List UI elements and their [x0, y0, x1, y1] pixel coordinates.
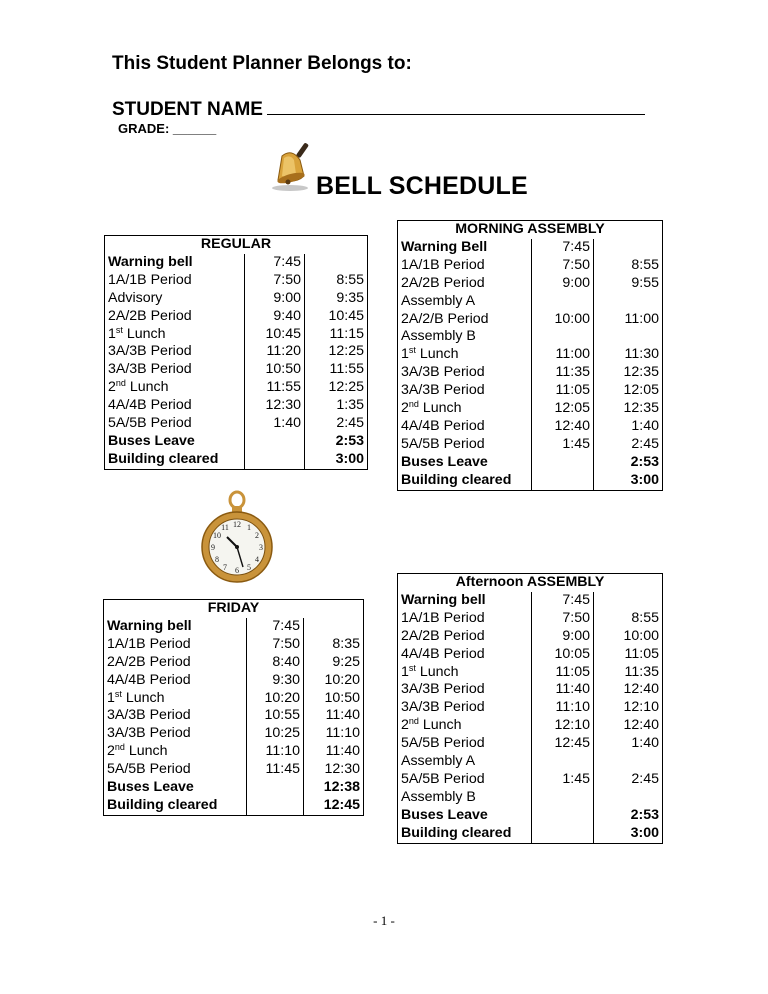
period-label: Assembly A — [401, 753, 476, 770]
schedule-row — [104, 672, 364, 690]
schedule-row — [398, 735, 663, 753]
schedule-row — [398, 436, 663, 454]
period-label: 1st Lunch — [108, 324, 166, 342]
svg-text:3: 3 — [259, 543, 263, 552]
period-label: 4A/4B Period — [108, 397, 192, 414]
start-time — [245, 433, 305, 451]
period-label: 2A/2B Period — [401, 274, 485, 291]
end-time: 1:40 — [594, 735, 663, 753]
period-label: 1st Lunch — [107, 688, 165, 706]
end-time: 12:10 — [594, 699, 663, 717]
period-label: Assembly B — [401, 328, 476, 345]
period-label: Building cleared — [108, 450, 219, 467]
student-name-blank[interactable] — [267, 98, 645, 115]
end-time — [594, 789, 663, 807]
page-number: - 1 - — [373, 913, 395, 928]
start-time: 11:35 — [532, 364, 594, 382]
end-time: 11:30 — [594, 346, 663, 364]
period-label: 2nd Lunch — [401, 716, 462, 734]
start-time — [532, 293, 594, 311]
schedule-row — [104, 707, 364, 725]
period-label: 3A/3B Period — [107, 707, 191, 724]
period-label: 2nd Lunch — [108, 378, 169, 396]
schedule-row — [398, 454, 663, 472]
student-name-label: STUDENT NAME — [112, 99, 263, 120]
period-label: 2A/2/B Period — [401, 310, 489, 327]
period-label: 3A/3B Period — [107, 725, 191, 742]
schedule-row — [398, 825, 663, 843]
start-time — [532, 807, 594, 825]
end-time: 12:45 — [304, 797, 364, 815]
schedule-row — [398, 418, 663, 436]
period-label: 4A/4B Period — [107, 671, 191, 688]
schedule-row — [398, 257, 663, 275]
schedule-row — [105, 272, 368, 290]
start-time: 11:55 — [245, 379, 305, 397]
period-label: 3A/3B Period — [401, 364, 485, 381]
schedule-row — [105, 254, 368, 272]
end-time: 11:15 — [305, 326, 368, 344]
period-label: 2A/2B Period — [108, 307, 192, 324]
end-time: 11:10 — [304, 725, 364, 743]
schedule-row — [398, 681, 663, 699]
period-label: Advisory — [108, 289, 163, 306]
friday-schedule-table — [103, 599, 364, 816]
schedule-row — [104, 725, 364, 743]
end-time: 2:53 — [305, 433, 368, 451]
end-time: 2:45 — [594, 771, 663, 789]
schedule-title: FRIDAY — [207, 600, 260, 616]
schedule-row — [105, 415, 368, 433]
svg-text:8: 8 — [215, 555, 219, 564]
end-time: 12:35 — [594, 364, 663, 382]
end-time: 12:38 — [304, 779, 364, 797]
schedule-row — [398, 275, 663, 293]
start-time: 10:00 — [532, 311, 594, 329]
period-label: 5A/5B Period — [401, 735, 485, 752]
schedule-title: REGULAR — [200, 236, 272, 252]
schedule-row — [105, 308, 368, 326]
end-time: 12:30 — [304, 761, 364, 779]
period-label: Building cleared — [401, 471, 512, 488]
period-label: 4A/4B Period — [401, 645, 485, 662]
period-label: Buses Leave — [107, 779, 194, 796]
end-time: 12:40 — [594, 681, 663, 699]
afternoon-assembly-schedule-table — [397, 573, 663, 844]
period-label: 1st Lunch — [401, 662, 459, 680]
schedule-row — [105, 326, 368, 344]
schedule-row — [398, 364, 663, 382]
end-time: 2:45 — [305, 415, 368, 433]
end-time: 12:05 — [594, 382, 663, 400]
start-time: 10:05 — [532, 646, 594, 664]
svg-text:9: 9 — [211, 543, 215, 552]
schedule-row — [398, 646, 663, 664]
start-time: 1:40 — [245, 415, 305, 433]
period-label: 3A/3B Period — [401, 699, 485, 716]
start-time: 12:40 — [532, 418, 594, 436]
end-time — [594, 239, 663, 257]
end-time — [594, 328, 663, 346]
period-label: Warning Bell — [401, 238, 488, 255]
start-time: 11:00 — [532, 346, 594, 364]
schedule-row — [104, 743, 364, 761]
end-time: 1:35 — [305, 397, 368, 415]
schedule-row — [398, 346, 663, 364]
schedule-row — [398, 400, 663, 418]
period-label: Buses Leave — [401, 806, 488, 823]
schedule-row — [105, 397, 368, 415]
end-time: 3:00 — [305, 451, 368, 469]
period-label: 5A/5B Period — [401, 435, 485, 452]
planner-owner-heading: This Student Planner Belongs to: — [112, 53, 412, 74]
start-time: 11:05 — [532, 382, 594, 400]
period-label: Warning bell — [401, 591, 486, 608]
start-time: 12:05 — [532, 400, 594, 418]
start-time: 12:45 — [532, 735, 594, 753]
end-time: 12:35 — [594, 400, 663, 418]
schedule-row — [398, 592, 663, 610]
period-label: 1A/1B Period — [401, 256, 485, 273]
hand-bell-icon — [262, 138, 316, 192]
start-time: 10:50 — [245, 361, 305, 379]
schedule-row — [105, 343, 368, 361]
start-time: 10:45 — [245, 326, 305, 344]
start-time — [247, 797, 304, 815]
schedule-row — [398, 628, 663, 646]
schedule-row — [104, 654, 364, 672]
start-time: 12:30 — [245, 397, 305, 415]
period-label: Building cleared — [107, 796, 218, 813]
period-label: 5A/5B Period — [107, 761, 191, 778]
schedule-row — [104, 797, 364, 815]
schedule-row — [104, 636, 364, 654]
end-time: 9:35 — [305, 290, 368, 308]
start-time — [532, 454, 594, 472]
period-label: 5A/5B Period — [108, 415, 192, 432]
svg-text:7: 7 — [223, 563, 227, 572]
end-time: 11:40 — [304, 707, 364, 725]
period-label: Warning bell — [108, 253, 193, 270]
schedule-row — [105, 379, 368, 397]
schedule-row — [398, 311, 663, 329]
svg-text:2: 2 — [255, 531, 259, 540]
start-time: 11:20 — [245, 343, 305, 361]
pocket-watch-icon — [199, 486, 275, 584]
end-time — [304, 618, 364, 636]
period-label: Buses Leave — [108, 432, 195, 449]
period-label: 1A/1B Period — [107, 635, 191, 652]
regular-schedule-table — [104, 235, 368, 470]
svg-text:11: 11 — [221, 523, 229, 532]
schedule-row — [104, 761, 364, 779]
schedule-row — [105, 451, 368, 469]
end-time: 10:50 — [304, 690, 364, 708]
start-time: 7:45 — [247, 618, 304, 636]
schedule-row — [398, 807, 663, 825]
schedule-row — [398, 293, 663, 311]
end-time: 10:45 — [305, 308, 368, 326]
end-time: 11:40 — [304, 743, 364, 761]
period-label: Buses Leave — [401, 453, 488, 470]
start-time — [532, 825, 594, 843]
start-time: 10:20 — [247, 690, 304, 708]
period-label: Building cleared — [401, 824, 512, 841]
end-time: 11:55 — [305, 361, 368, 379]
schedule-title: Afternoon ASSEMBLY — [455, 574, 605, 590]
start-time: 9:30 — [247, 672, 304, 690]
start-time: 11:45 — [247, 761, 304, 779]
end-time: 8:55 — [594, 610, 663, 628]
svg-text:5: 5 — [247, 563, 251, 572]
start-time: 9:00 — [532, 275, 594, 293]
end-time: 11:05 — [594, 646, 663, 664]
end-time: 12:25 — [305, 343, 368, 361]
start-time: 10:55 — [247, 707, 304, 725]
schedule-row — [104, 779, 364, 797]
start-time — [532, 328, 594, 346]
start-time: 7:50 — [532, 610, 594, 628]
period-label: Assembly A — [401, 292, 476, 309]
schedule-title: MORNING ASSEMBLY — [455, 221, 605, 237]
period-label: 2A/2B Period — [107, 653, 191, 670]
start-time — [532, 472, 594, 490]
start-time: 9:00 — [245, 290, 305, 308]
start-time: 11:10 — [247, 743, 304, 761]
schedule-row — [398, 699, 663, 717]
schedule-row — [398, 717, 663, 735]
start-time: 1:45 — [532, 436, 594, 454]
end-time: 9:25 — [304, 654, 364, 672]
start-time: 7:45 — [245, 254, 305, 272]
end-time — [594, 753, 663, 771]
period-label: 3A/3B Period — [108, 343, 192, 360]
start-time: 7:50 — [245, 272, 305, 290]
period-label: Assembly B — [401, 788, 476, 805]
schedule-row — [105, 290, 368, 308]
period-label: 1st Lunch — [401, 345, 459, 363]
schedule-row — [398, 753, 663, 771]
start-time — [247, 779, 304, 797]
end-time — [305, 254, 368, 272]
start-time: 11:10 — [532, 699, 594, 717]
svg-text:12: 12 — [233, 520, 241, 529]
start-time: 9:40 — [245, 308, 305, 326]
period-label: 1A/1B Period — [401, 609, 485, 626]
period-label: Warning bell — [107, 617, 192, 634]
start-time: 9:00 — [532, 628, 594, 646]
schedule-row — [105, 433, 368, 451]
end-time: 10:20 — [304, 672, 364, 690]
end-time: 11:00 — [594, 311, 663, 329]
start-time: 11:40 — [532, 681, 594, 699]
period-label: 2nd Lunch — [107, 742, 168, 760]
start-time: 1:45 — [532, 771, 594, 789]
schedule-row — [398, 382, 663, 400]
svg-text:4: 4 — [255, 555, 259, 564]
schedule-row — [398, 472, 663, 490]
grade-field[interactable]: GRADE: ______ — [118, 121, 217, 136]
period-label: 3A/3B Period — [108, 361, 192, 378]
svg-text:10: 10 — [213, 531, 221, 540]
svg-text:6: 6 — [235, 566, 239, 575]
schedule-row — [398, 789, 663, 807]
period-label: 5A/5B Period — [401, 770, 485, 787]
schedule-row — [398, 239, 663, 257]
end-time: 9:55 — [594, 275, 663, 293]
end-time: 12:40 — [594, 717, 663, 735]
start-time: 7:45 — [532, 239, 594, 257]
end-time: 12:25 — [305, 379, 368, 397]
start-time: 11:05 — [532, 664, 594, 682]
start-time — [532, 789, 594, 807]
period-label: 2A/2B Period — [401, 627, 485, 644]
start-time: 7:50 — [247, 636, 304, 654]
end-time — [594, 293, 663, 311]
schedule-row — [105, 361, 368, 379]
page-title: BELL SCHEDULE — [316, 172, 528, 200]
end-time: 2:45 — [594, 436, 663, 454]
period-label: 3A/3B Period — [401, 382, 485, 399]
morning-assembly-schedule-table — [397, 220, 663, 491]
end-time: 8:55 — [594, 257, 663, 275]
end-time: 3:00 — [594, 472, 663, 490]
end-time: 2:53 — [594, 454, 663, 472]
end-time: 8:35 — [304, 636, 364, 654]
end-time: 11:35 — [594, 664, 663, 682]
svg-text:1: 1 — [247, 523, 251, 532]
end-time: 8:55 — [305, 272, 368, 290]
schedule-row — [398, 771, 663, 789]
schedule-row — [104, 618, 364, 636]
period-label: 3A/3B Period — [401, 681, 485, 698]
start-time: 12:10 — [532, 717, 594, 735]
schedule-row — [398, 328, 663, 346]
end-time: 3:00 — [594, 825, 663, 843]
end-time: 2:53 — [594, 807, 663, 825]
schedule-row — [398, 610, 663, 628]
student-name-row — [112, 98, 645, 121]
start-time: 8:40 — [247, 654, 304, 672]
start-time: 7:50 — [532, 257, 594, 275]
start-time — [532, 753, 594, 771]
start-time — [245, 451, 305, 469]
schedule-row — [398, 664, 663, 682]
start-time: 10:25 — [247, 725, 304, 743]
period-label: 1A/1B Period — [108, 271, 192, 288]
schedule-row — [104, 690, 364, 708]
end-time: 1:40 — [594, 418, 663, 436]
end-time: 10:00 — [594, 628, 663, 646]
period-label: 4A/4B Period — [401, 417, 485, 434]
period-label: 2nd Lunch — [401, 399, 462, 417]
start-time: 7:45 — [532, 592, 594, 610]
end-time — [594, 592, 663, 610]
